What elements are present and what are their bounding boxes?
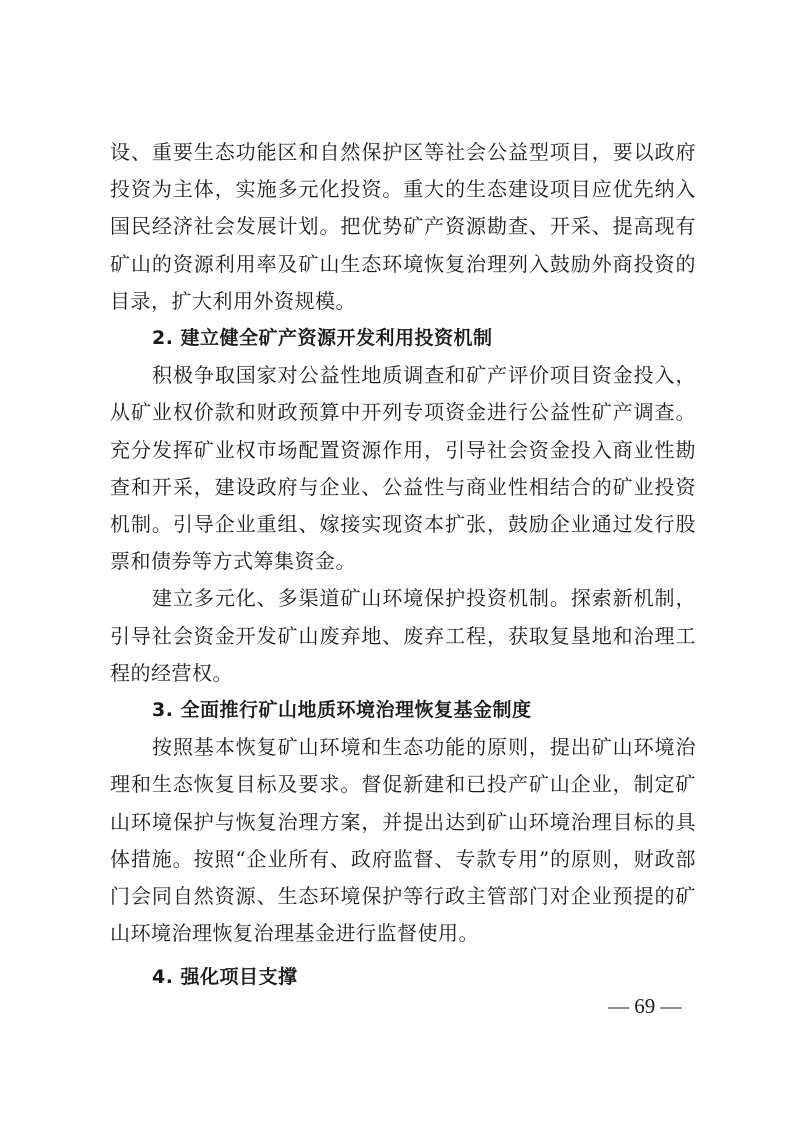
body-text <box>110 134 696 997</box>
paragraph-mineral-investment: 积极争取国家对公益性地质调查和矿产评价项目资金投入，从矿业权价款和财政预算中开列专项资金进行公益性矿产调查。充分发挥矿业权市场配置资源作用，引导社会资金投入商业性勘查和开采，建设政府与企业、公益性与商业性相结合的矿业投资机制。引导企业重组、嫁接实现资本扩张，鼓励企业通过发行股票和债券等方式筹集资金。 <box>110 363 696 574</box>
page-number: — 69 — <box>608 994 682 1018</box>
paragraph-mine-environment-investment: 建立多元化、多渠道矿山环境保护投资机制。探索新机制，引导社会资金开发矿山废弃地、废弃工程，获取复垦地和治理工程的经营权。 <box>110 586 696 685</box>
section-heading-3: 3. 全面推行矿山地质环境治理恢复基金制度 <box>152 699 532 722</box>
section-heading-2: 2. 建立健全矿产资源开发利用投资机制 <box>152 327 493 350</box>
paragraph-restoration-fund: 按照基本恢复矿山环境和生态功能的原则，提出矿山环境治理和生态恢复目标及要求。督促新建和已投产矿山企业，制定矿山环境保护与恢复治理方案，并提出达到矿山环境治理目标的具体措施。按照“企业所有、政府监督、专款专用”的原则，财政部门会同自然资源、生态环境保护等行政主管部门对企业预提的矿山环境治理恢复治理基金进行监督使用。 <box>110 735 696 946</box>
section-heading-4: 4. 强化项目支撑 <box>152 966 298 989</box>
paragraph-investment-continued: 设、重要生态功能区和自然保护区等社会公益型项目，要以政府投资为主体，实施多元化投资。重大的生态建设项目应优先纳入国民经济社会发展计划。把优势矿产资源勘查、开采、提高现有矿山的资源利用率及矿山生态环境恢复治理列入鼓励外商投资的目录，扩大利用外资规模。 <box>110 140 696 313</box>
